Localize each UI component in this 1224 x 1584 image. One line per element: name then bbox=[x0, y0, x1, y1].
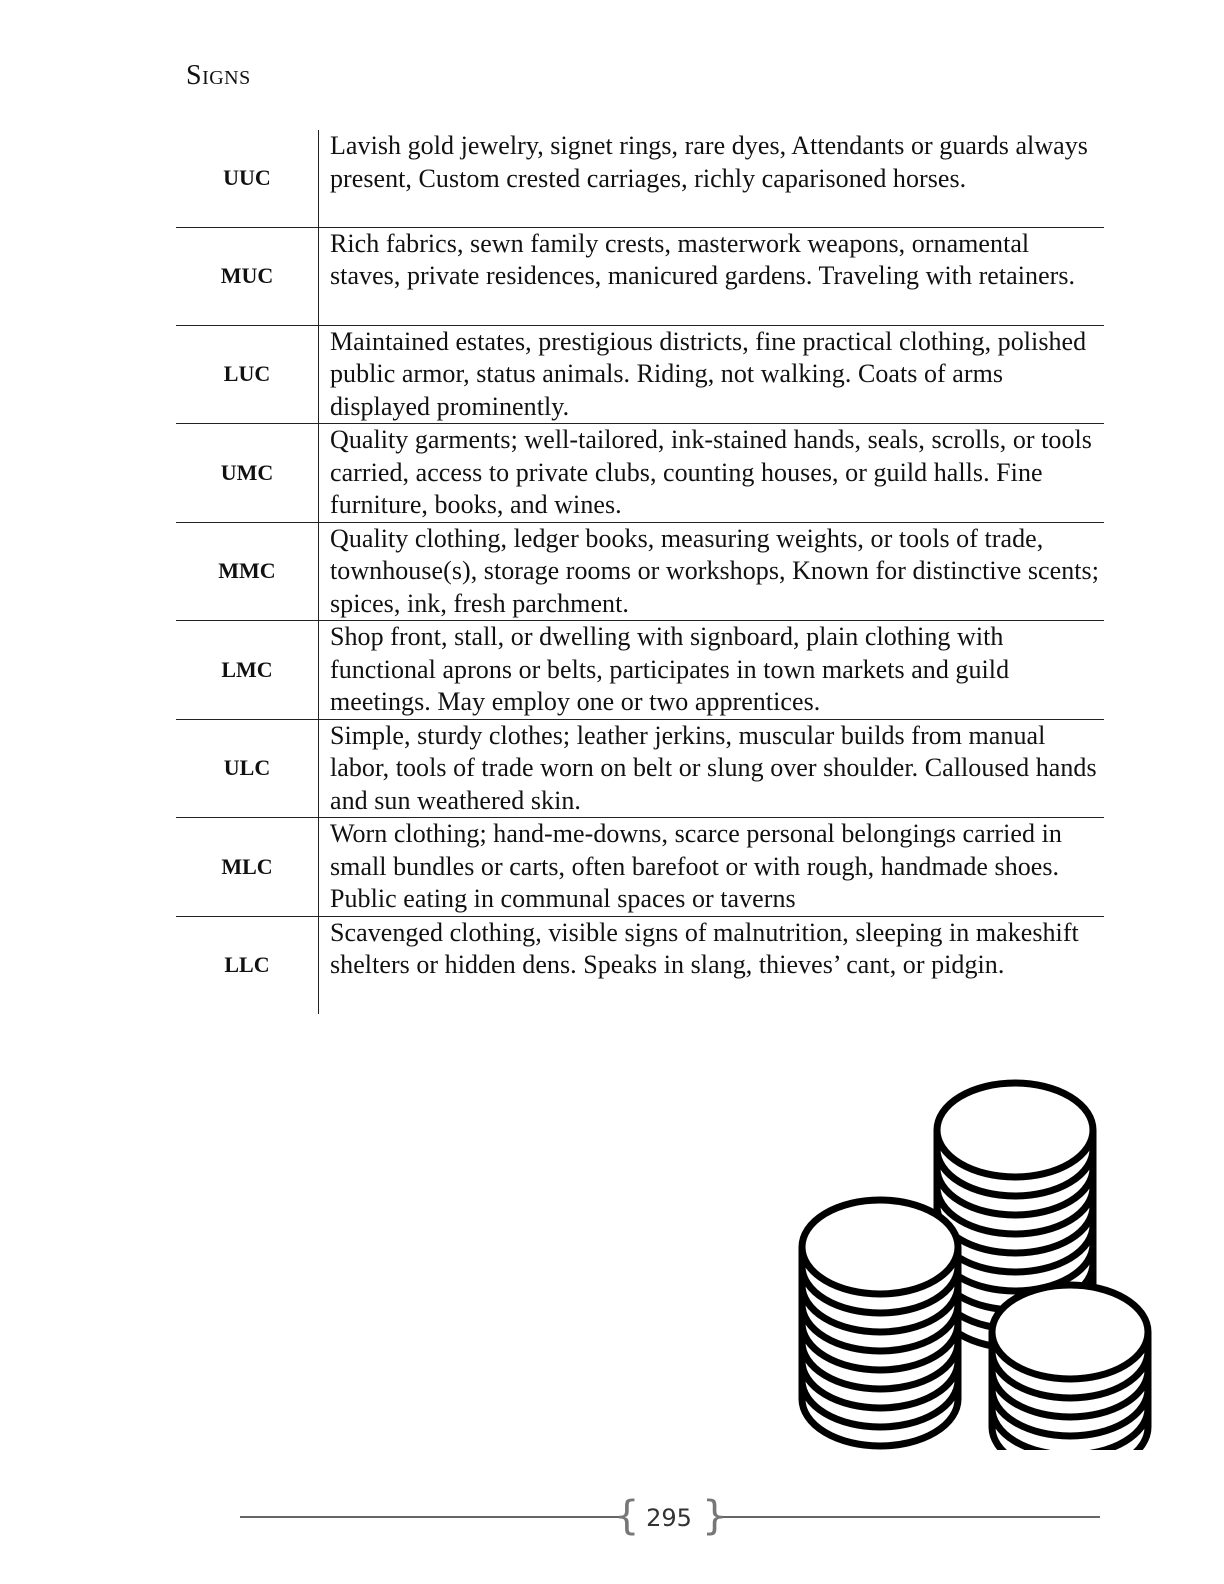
class-description: Worn clothing; hand-me-downs, scarce personal belongings carried in small bundles or carts, often barefoot or with rough, handmade shoes. Public eating in communal spaces or taverns bbox=[319, 818, 1105, 917]
page-heading: Signs bbox=[186, 60, 251, 91]
class-description: Shop front, stall, or dwelling with signboard, plain clothing with functional aprons or belts, participates in town markets and guild meetings. May employ one or two apprentices. bbox=[319, 621, 1105, 720]
class-code: LMC bbox=[176, 621, 319, 720]
table-row bbox=[176, 621, 1104, 720]
table-row bbox=[176, 227, 1104, 325]
table-row bbox=[176, 325, 1104, 424]
class-description: Quality clothing, ledger books, measuring weights, or tools of trade, townhouse(s), storage rooms or workshops, Known for distinctive scents; spices, ink, fresh parchment. bbox=[319, 522, 1105, 621]
table-row bbox=[176, 916, 1104, 1014]
class-code: MUC bbox=[176, 227, 319, 325]
class-code: UUC bbox=[176, 130, 319, 227]
class-code: MMC bbox=[176, 522, 319, 621]
class-code: LLC bbox=[176, 916, 319, 1014]
class-code: MLC bbox=[176, 818, 319, 917]
table-row bbox=[176, 719, 1104, 818]
class-code: LUC bbox=[176, 325, 319, 424]
table-row bbox=[176, 130, 1104, 227]
table-row bbox=[176, 818, 1104, 917]
class-description: Quality garments; well-tailored, ink-stained hands, seals, scrolls, or tools carried, access to private clubs, counting houses, or guild halls. Fine furniture, books, and wines. bbox=[319, 424, 1105, 523]
footer-rule-left bbox=[240, 1516, 620, 1518]
table-row bbox=[176, 522, 1104, 621]
right-bracket-icon: } bbox=[702, 1493, 728, 1539]
class-code: UMC bbox=[176, 424, 319, 523]
class-description: Lavish gold jewelry, signet rings, rare dyes, Attendants or guards always present, Custom crested carriages, richly caparisoned horses. bbox=[330, 131, 1088, 193]
footer-rule-right bbox=[718, 1516, 1100, 1518]
page-number: 295 bbox=[646, 1504, 692, 1532]
class-description: Maintained estates, prestigious districts, fine practical clothing, polished public armor, status animals. Riding, not walking. Coats of arms displayed prominently. bbox=[319, 325, 1105, 424]
left-bracket-icon: { bbox=[614, 1493, 640, 1539]
class-description: Simple, sturdy clothes; leather jerkins, muscular builds from manual labor, tools of trade worn on belt or slung over shoulder. Calloused hands and sun weathered skin. bbox=[319, 719, 1105, 818]
class-description: Scavenged clothing, visible signs of malnutrition, sleeping in makeshift shelters or hidden dens. Speaks in slang, thieves’ cant, or pidgin. bbox=[319, 916, 1105, 1014]
table-row bbox=[176, 424, 1104, 523]
class-code: ULC bbox=[176, 719, 319, 818]
coin-stacks-icon bbox=[790, 1070, 1160, 1450]
class-description: Rich fabrics, sewn family crests, masterwork weapons, ornamental staves, private residences, manicured gardens. Traveling with retainers. bbox=[319, 227, 1105, 325]
signs-table bbox=[176, 130, 1104, 1014]
